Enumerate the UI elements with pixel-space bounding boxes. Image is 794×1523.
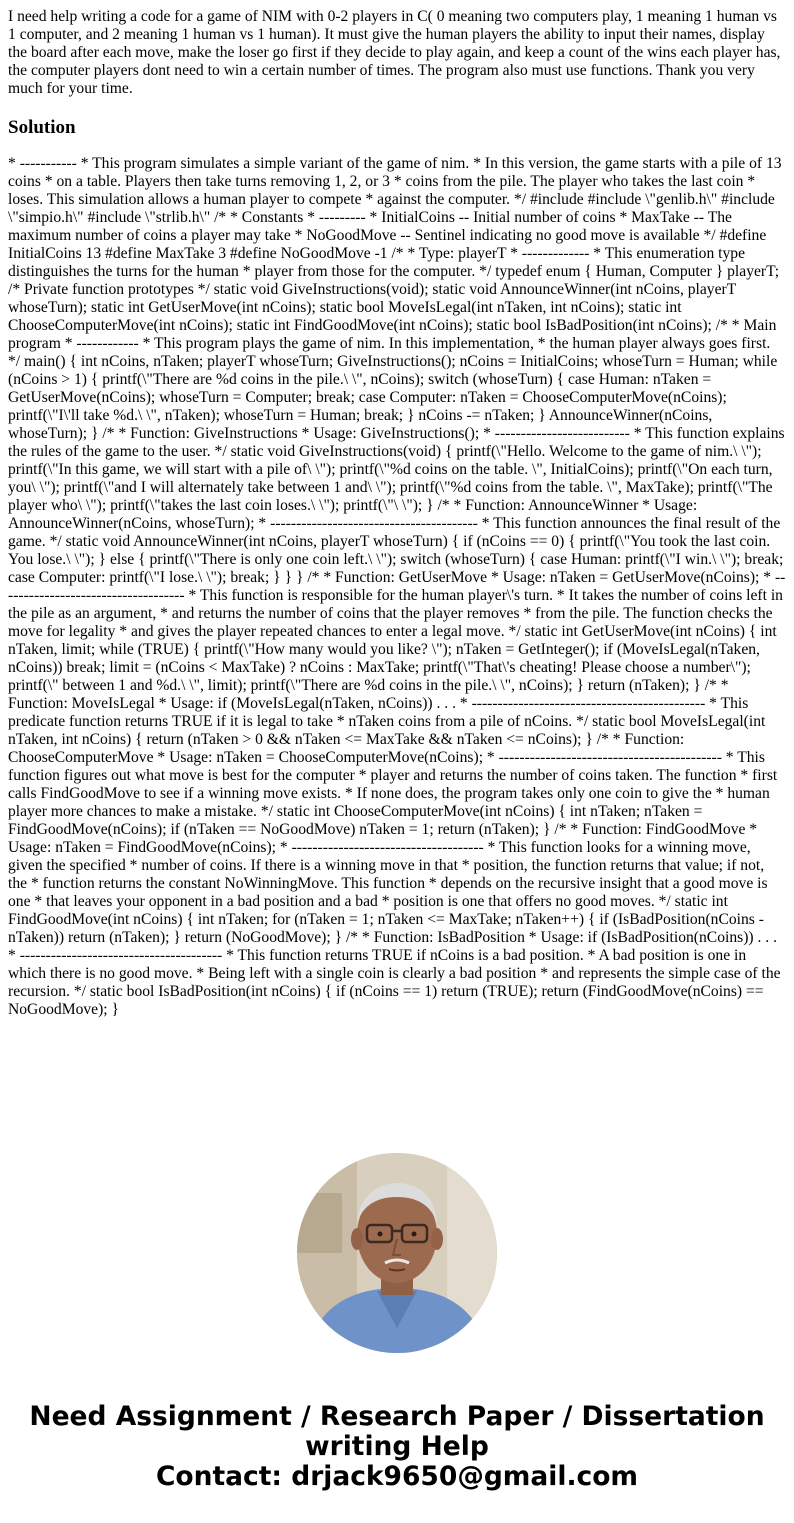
author-portrait-icon (297, 1153, 497, 1353)
ad-contact-line: Contact: drjack9650@gmail.com (155, 1461, 639, 1492)
ad-line-2: writing Help (305, 1431, 489, 1462)
ad-line-1: Need Assignment / Research Paper / Dissertation (29, 1401, 765, 1432)
avatar (297, 1153, 497, 1353)
question-text: I need help writing a code for a game of NIM with 0-2 players in C( 0 meaning two computers play, 1 meaning 1 human vs 1 computer, and 2 meaning 1 human vs 1 human). It must give the human players the ability to input their names, display the board after each move, make the loser go first if they decide to play again, and keep a count of the wins each player has, the computer players dont need to win a certain number of times. The program also must use functions. Thank you very much for your time. (8, 8, 781, 97)
solution-heading: Solution (8, 117, 76, 138)
contact-advertisement (0, 1402, 794, 1492)
solution-body: * ----------- * This program simulates a simple variant of the game of nim. * In this version, the game starts with a pile of 13 coins * on a table. Players then take turns removing 1, 2, or 3 * coins from the pile. The player who takes the last coin * loses. This simulation allows a human player to compete * against the computer. */ #include #include \"genlib.h\" #include \"simpio.h\" #include \"strlib.h\" /* * Constants * --------- * InitialCoins -- Initial number of coins * MaxTake -- The maximum number of coins a player may take * NoGoodMove -- Sentinel indicating no good move is available */ #define InitialCoins 13 #define MaxTake 3 #define NoGoodMove -1 /* * Type: playerT * ------------- * This enumeration type distinguishes the turns for the human * player from those for the computer. */ typedef enum { Human, Computer } playerT; /* Private function prototypes */ static void GiveInstructions(void); static void AnnounceWinner(int nCoins, playerT whoseTurn); static int GetUserMove(int nCoins); static bool MoveIsLegal(int nTaken, int nCoins); static int ChooseComputerMove(int nCoins); static int FindGoodMove(int nCoins); static bool IsBadPosition(int nCoins); /* * Main program * ------------ * This program plays the game of nim. In this implementation, * the human player always goes first. */ main() { int nCoins, nTaken; playerT whoseTurn; GiveInstructions(); nCoins = InitialCoins; whoseTurn = Human; while (nCoins > 1) { printf(\"There are %d coins in the pile.\ \", nCoins); switch (whoseTurn) { case Human: nTaken = GetUserMove(nCoins); whoseTurn = Computer; break; case Computer: nTaken = ChooseComputerMove(nCoins); printf(\"I\'ll take %d.\ \", nTaken); whoseTurn = Human; break; } nCoins -= nTaken; } AnnounceWinner(nCoins, whoseTurn); } /* * Function: GiveInstructions * Usage: GiveInstructions(); * -------------------------- * This function explains the rules of the game to the user. */ static void GiveInstructions(void) { printf(\"Hello. Welcome to the game of nim.\ \"); printf(\"In this game, we will start with a pile of\ \"); printf(\"%d coins on the table. \", InitialCoins); printf(\"On each turn, you\ \"); printf(\"and I will alternately take between 1 and\ \"); printf(\"%d coins from the table. \", MaxTake); printf(\"The player who\ \"); printf(\"takes the last coin loses.\ \"); printf(\"\ \"); } /* * Function: AnnounceWinner * Usage: AnnounceWinner(nCoins, whoseTurn); * ---------------------------------------- * This function announces the final result of the game. */ static void AnnounceWinner(int nCoins, playerT whoseTurn) { if (nCoins == 0) { printf(\"You took the last coin. You lose.\ \"); } else { printf(\"There is only one coin left.\ \"); switch (whoseTurn) { case Human: printf(\"I win.\ \"); break; case Computer: printf(\"I lose.\ \"); break; } } } /* * Function: GetUserMove * Usage: nTaken = GetUserMove(nCoins); * ------------------------------------ * This function is responsible for the human player\'s turn. * It takes the number of coins left in the pile as an argument, * and returns the number of coins that the player removes * from the pile. The function checks the move for legality * and gives the player repeated chances to enter a legal move. */ static int GetUserMove(int nCoins) { int nTaken, limit; while (TRUE) { printf(\"How many would you like? \"); nTaken = GetInteger(); if (MoveIsLegal(nTaken, nCoins)) break; limit = (nCoins < MaxTake) ? nCoins : MaxTake; printf(\"That\'s cheating! Please choose a number\"); printf(\" between 1 and %d.\ \", limit); printf(\"There are %d coins in the pile.\ \", nCoins); } return (nTaken); } /* * Function: MoveIsLegal * Usage: if (MoveIsLegal(nTaken, nCoins)) . . . * --------------------------------------------- * This predicate function returns TRUE if it is legal to take * nTaken coins from a pile of nCoins. */ static bool MoveIsLegal(int nTaken, int nCoins) { return (nTaken > 0 && nTaken <= MaxTake && nTaken <= nCoins); } /* * Function: ChooseComputerMove * Usage: nTaken = ChooseComputerMove(nCoins); * ------------------------------------------- * This function figures out what move is best for the computer * player and returns the number of coins taken. The function * first calls FindGoodMove to see if a winning move exists. * If none does, the program takes only one coin to give the * human player more chances to make a mistake. */ static int ChooseComputerMove(int nCoins) { int nTaken; nTaken = FindGoodMove(nCoins); if (nTaken == NoGoodMove) nTaken = 1; return (nTaken); } /* * Function: FindGoodMove * Usage: nTaken = FindGoodMove(nCoins); * ------------------------------------- * This function looks for a winning move, given the specified * number of coins. If there is a winning move in that * position, the function returns that value; if not, the * function returns the constant NoWinningMove. This function * depends on the recursive insight that a good move is one * that leaves your opponent in a bad position and a bad * position is one that offers no good moves. */ static int FindGoodMove(int nCoins) { int nTaken; for (nTaken = 1; nTaken <= MaxTake; nTaken++) { if (IsBadPosition(nCoins - nTaken)) return (nTaken); } return (NoGoodMove); } /* * Function: IsBadPosition * Usage: if (IsBadPosition(nCoins)) . . . * --------------------------------------- * This function returns TRUE if nCoins is a bad position. * A bad position is one in which there is no good move. * Being left with a single coin is clearly a bad position * and represents the simple case of the recursion. */ static bool IsBadPosition(int nCoins) { if (nCoins == 1) return (TRUE); return (FindGoodMove(nCoins) == NoGoodMove); } (8, 155, 786, 1018)
